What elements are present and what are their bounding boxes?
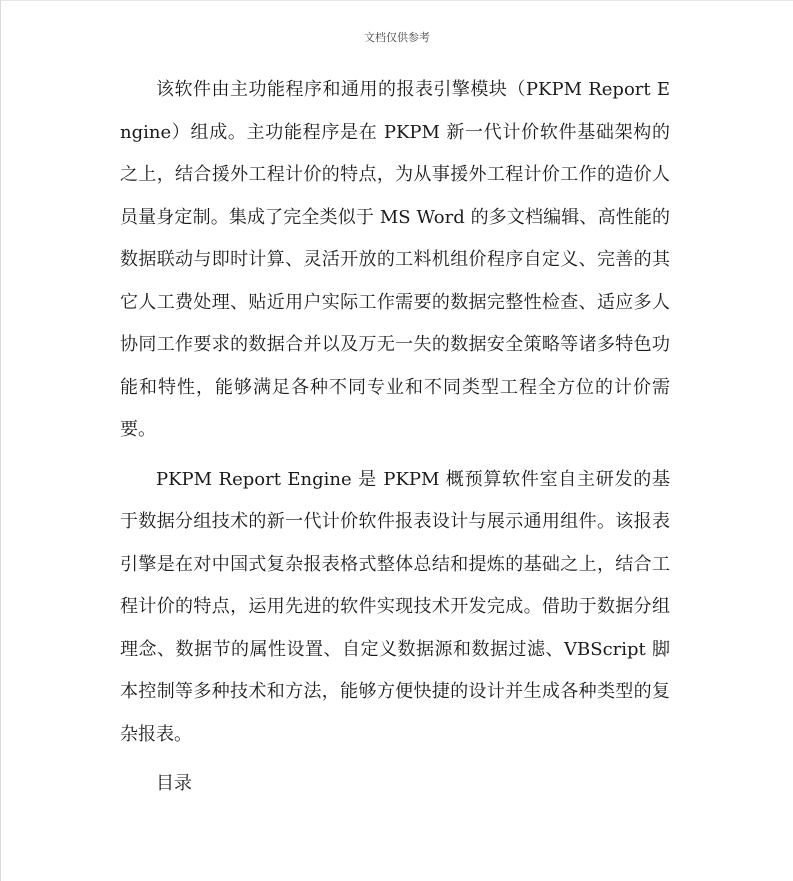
document-body bbox=[120, 69, 670, 806]
paragraph-software-overview: 该软件由主功能程序和通用的报表引擎模块（PKPM Report Engine）组成。主功能程序是在 PKPM 新一代计价软件基础架构的之上，结合援外工程计价的特点，为从事援外工程计价工作的造价人员量身定制。集成了完全类似于 MS Word 的多文档编辑、高性能的数据联动与即时计算、灵活开放的工料机组价程序自定义、完善的其它人工费处理、贴近用户实际工作需要的数据完整性检查、适应多人协同工作要求的数据合并以及万无一失的数据安全策略等诸多特色功能和特性，能够满足各种不同专业和不同类型工程全方位的计价需要。 bbox=[120, 79, 670, 440]
toc-heading: 目录 bbox=[156, 773, 192, 794]
page-header: 文档仅供参考 bbox=[364, 31, 430, 44]
paragraph-report-engine: PKPM Report Engine 是 PKPM 概预算软件室自主研发的基于数据分组技术的新一代计价软件报表设计与展示通用组件。该报表引擎是在对中国式复杂报表格式整体总结和提炼的基础之上，结合工程计价的特点，运用先进的软件实现技术开发完成。借助于数据分组理念、数据节的属性设置、自定义数据源和数据过滤、VBScript 脚本控制等多种技术和方法，能够方便快捷的设计并生成各种类型的复杂报表。 bbox=[120, 468, 670, 745]
